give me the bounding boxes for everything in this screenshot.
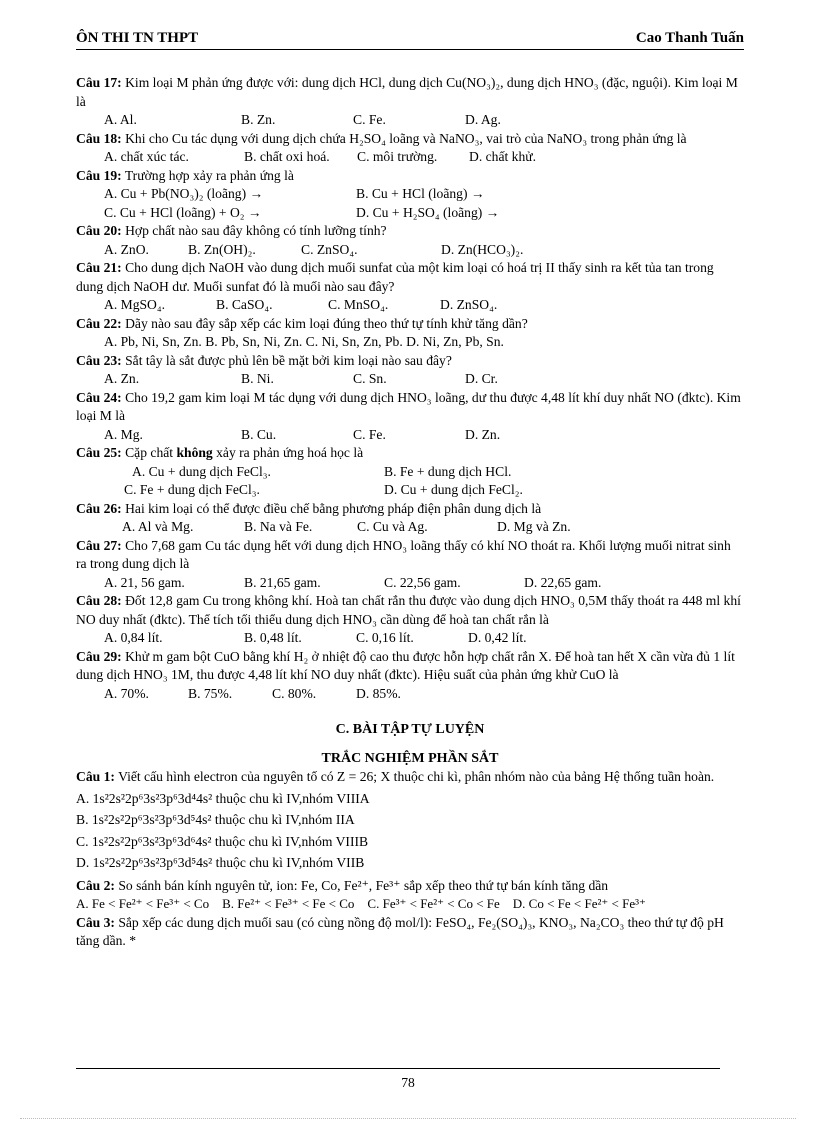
question-19-options-ab: A. Cu + Pb(NO₃)₂ (loãng) → B. Cu + HCl (loãng) → <box>104 186 485 201</box>
question-25-options-cd: C. Fe + dung dịch FeCl₃. D. Cu + dung dịch FeCl₂. <box>124 482 523 497</box>
page-bottom-dotted-line <box>20 1118 796 1119</box>
page-header <box>76 30 744 50</box>
question-25: Câu 25: Cặp chất không xảy ra phản ứng hoá học là <box>76 445 364 460</box>
iron-q1-option-a: A. 1s²2s²2p⁶3s²3p⁶3d⁴4s² thuộc chu kì IV,nhóm VIIIA <box>76 790 370 806</box>
question-21-options: A. MgSO₄. B. CaSO₄. C. MnSO₄. D. ZnSO₄. <box>104 297 498 312</box>
question-18: Câu 18: Khi cho Cu tác dụng với dung dịch chứa H₂SO₄ loãng và NaNO₃, vai trò của NaNO₃ trong phản ứng là <box>76 130 687 146</box>
question-26: Câu 26: Hai kim loại có thể được điều chế bằng phương pháp điện phân dung dịch là <box>76 500 542 516</box>
question-26-options: A. Al và Mg. B. Na và Fe. C. Cu và Ag. D. Mg và Zn. <box>122 519 571 534</box>
question-list <box>76 74 744 951</box>
question-17: Câu 17: Kim loại M phản ứng được với: dung dịch HCl, dung dịch Cu(NO₃)₂, dung dịch HNO₃ (đặc, nguội). Kim loại M là <box>76 75 738 109</box>
question-29-options: A. 70%. B. 75%. C. 80%. D. 85%. <box>104 685 401 701</box>
question-23-options: A. Zn. B. Ni. C. Sn. D. Cr. <box>104 371 498 386</box>
question-19: Câu 19: Trường hợp xảy ra phản ứng là <box>76 167 294 183</box>
question-29: Câu 29: Khử m gam bột CuO bằng khí H₂ ở nhiệt độ cao thu được hỗn hợp chất rắn X. Để hoà tan hết X cần vừa đủ 1 lít dung dịch HNO₃ 1M, thu được 4,48 lít khí NO duy nhất (đktc). Hiệu suất của phản ứng khử CuO là <box>76 648 735 682</box>
question-27-options: A. 21, 56 gam. B. 21,65 gam. C. 22,56 gam. D. 22,65 gam. <box>104 574 602 590</box>
question-22-options: A. Pb, Ni, Sn, Zn. B. Pb, Sn, Ni, Zn. C. Ni, Sn, Zn, Pb. D. Ni, Zn, Pb, Sn. <box>104 334 504 349</box>
iron-q1-option-b: B. 1s²2s²2p⁶3s²3p⁶3d⁵4s² thuộc chu kì IV,nhóm IIA <box>76 812 355 827</box>
question-18-options: A. chất xúc tác. B. chất oxi hoá. C. môi trường. D. chất khử. <box>104 149 537 164</box>
question-24-options: A. Mg. B. Cu. C. Fe. D. Zn. <box>104 426 501 442</box>
question-28: Câu 28: Đốt 12,8 gam Cu trong không khí. Hoà tan chất rắn thu được vào dung dịch HNO₃ 0,5M thấy thoát ra 448 ml khí NO duy nhất (đktc). Thể tích tối thiểu dung dịch HNO₃ cần dùng để hoà tan chất rắn là <box>76 593 741 627</box>
iron-q1-option-d: D. 1s²2s²2p⁶3s²3p⁶3d⁵4s² thuộc chu kì IV,nhóm VIIB <box>76 855 365 870</box>
question-22: Câu 22: Dãy nào sau đây sắp xếp các kim loại đúng theo thứ tự tính khử tăng dần? <box>76 315 528 331</box>
section-title: C. BÀI TẬP TỰ LUYỆN <box>335 722 485 737</box>
iron-q2-options: A. Fe < Fe²⁺ < Fe³⁺ < Co B. Fe²⁺ < Fe³⁺ < Fe < Co C. Fe³⁺ < Fe²⁺ < Co < Fe D. Co < Fe < Fe²⁺ < Fe³⁺ <box>76 896 646 911</box>
question-24: Câu 24: Cho 19,2 gam kim loại M tác dụng với dung dịch HNO₃ loãng, dư thu được 4,48 lít khí duy nhất NO (đktc). Kim loại M là <box>76 389 741 423</box>
iron-question-2: Câu 2: So sánh bán kính nguyên tử, ion: Fe, Co, Fe²⁺, Fe³⁺ sắp xếp theo thứ tự bán kính tăng dần <box>76 877 609 893</box>
question-28-options: A. 0,84 lít. B. 0,48 lít. C. 0,16 lít. D. 0,42 lít. <box>104 630 527 645</box>
header-left: ÔN THI TN THPT <box>76 30 199 46</box>
question-20: Câu 20: Hợp chất nào sau đây không có tính lưỡng tính? <box>76 223 387 238</box>
header-right: Cao Thanh Tuấn <box>635 30 744 46</box>
question-17-options: A. Al. B. Zn. C. Fe. D. Ag. <box>104 112 501 127</box>
iron-question-3: Câu 3: Sắp xếp các dung dịch muối sau (có cùng nồng độ mol/l): FeSO₄, Fe₂(SO₄)₃, KNO₃, Na₂CO₃ theo thứ tự độ pH tăng dần. * <box>76 914 724 948</box>
iron-question-1: Câu 1: Viết cấu hình electron của nguyên tố có Z = 26; X thuộc chi kì, phân nhóm nào của bảng Hệ thống tuần hoàn. <box>76 769 715 784</box>
page-number: 78 <box>401 1075 415 1090</box>
question-20-options: A. ZnO. B. Zn(OH)₂. C. ZnSO₄. D. Zn(HCO₃)₂. <box>104 241 524 257</box>
question-25-options-ab: A. Cu + dung dịch FeCl₃. B. Fe + dung dịch HCl. <box>132 463 512 479</box>
footer-rule <box>76 1068 720 1069</box>
header-rule <box>76 49 744 50</box>
section-subtitle: TRẮC NGHIỆM PHẦN SẮT <box>321 750 499 766</box>
question-21: Câu 21: Cho dung dịch NaOH vào dung dịch muối sunfat của một kim loại có hoá trị II thấy sinh ra kết tủa tan trong dung dịch NaOH dư. Muối sunfat đó là muối nào sau đây? <box>76 260 714 294</box>
question-27: Câu 27: Cho 7,68 gam Cu tác dụng hết với dung dịch HNO₃ loãng thấy có khí NO thoát ra. Khối lượng muối nitrat sinh ra trong dung dịch là <box>76 537 731 571</box>
iron-q1-option-c: C. 1s²2s²2p⁶3s²3p⁶3d⁶4s² thuộc chu kì IV,nhóm VIIIB <box>76 833 369 849</box>
question-23: Câu 23: Sắt tây là sắt được phủ lên bề mặt bởi kim loại nào sau đây? <box>76 352 452 368</box>
question-19-options-cd: C. Cu + HCl (loãng) + O₂ → D. Cu + H₂SO₄ (loãng) → <box>104 204 500 220</box>
